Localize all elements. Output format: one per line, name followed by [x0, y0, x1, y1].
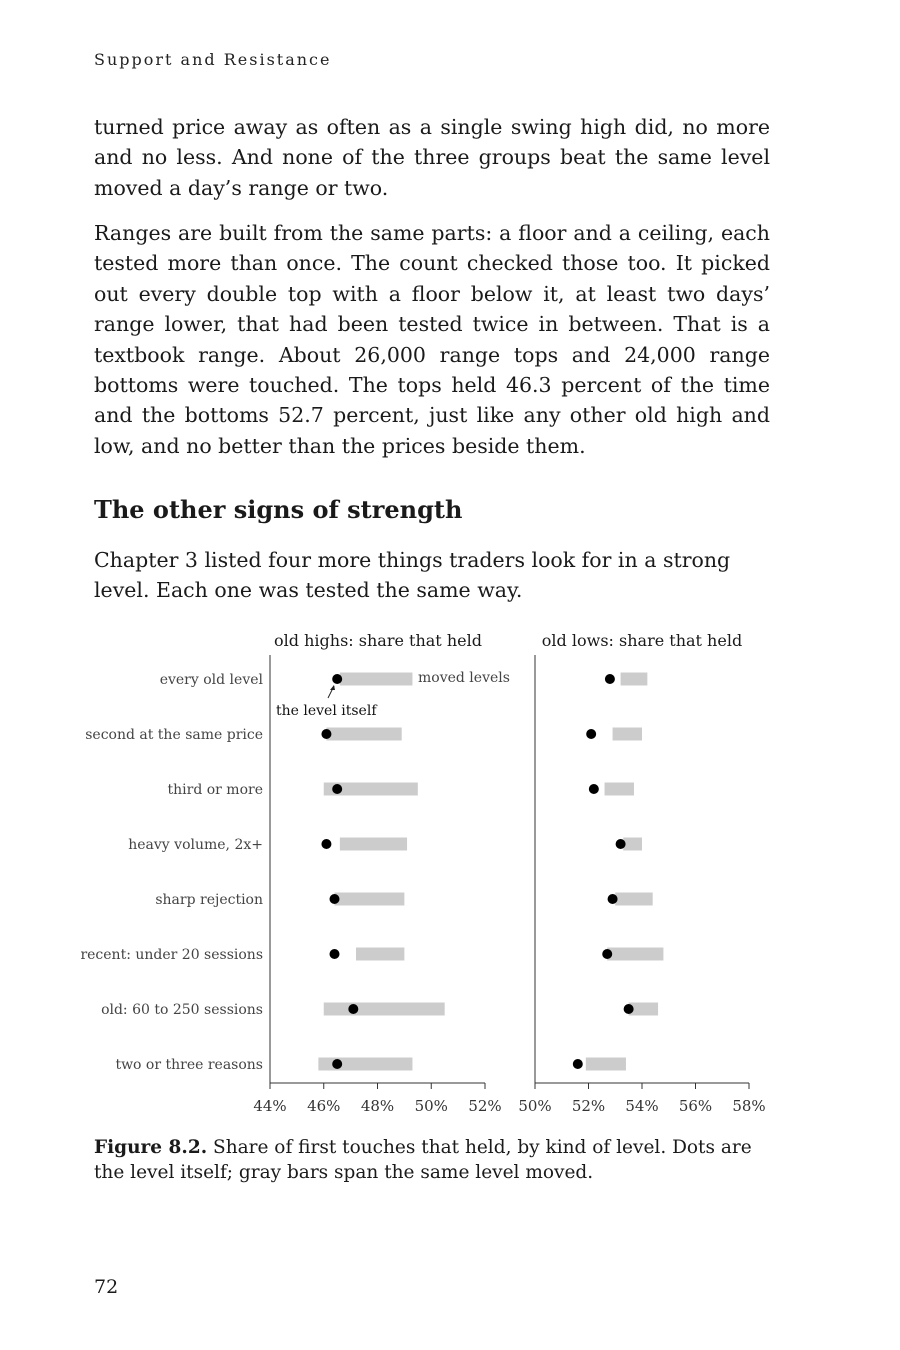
- moved-bar-1-1: [613, 728, 642, 741]
- panel-title-0: old highs: share that held: [274, 631, 482, 650]
- level-dot-0-6: [348, 1004, 358, 1014]
- level-dot-1-5: [602, 949, 612, 959]
- level-dot-0-7: [332, 1059, 342, 1069]
- category-label-6: old: 60 to 250 sessions: [101, 1002, 263, 1018]
- level-dot-0-1: [321, 729, 331, 739]
- annotation-moved-levels: moved levels: [418, 670, 510, 686]
- running-head: Support and Resistance: [94, 50, 332, 69]
- section-paragraph: Chapter 3 listed four more things traders look for in a strong level. Each one was tested the same way.: [94, 548, 731, 603]
- page-number: 72: [94, 1276, 119, 1298]
- level-dot-1-2: [589, 784, 599, 794]
- figure-8-2: [0, 620, 900, 1125]
- body-paragraph-2: Ranges are built from the same parts: a floor and a ceiling, each tested more than once. The count checked those too. It picked out every double top with a floor below it, at least two days’ range lower, that had been tested twice in between. That is a textbook range. About 26,000 range tops and 24,000 range bottoms were touched. The tops held 46.3 percent of the time and the bottoms 52.7 percent, just like any other old high and low, and no better than the prices beside them.: [94, 221, 770, 458]
- figure-label: Figure 8.2.: [94, 1137, 208, 1158]
- moved-bar-0-6: [324, 1003, 445, 1016]
- level-dot-1-3: [616, 839, 626, 849]
- moved-bar-1-5: [607, 948, 663, 961]
- annotation-arrow-head: [330, 685, 335, 690]
- x-tick-label-0-0: 44%: [253, 1097, 287, 1115]
- level-dot-0-3: [321, 839, 331, 849]
- level-dot-1-1: [586, 729, 596, 739]
- moved-bar-1-4: [615, 893, 652, 906]
- level-dot-1-4: [608, 894, 618, 904]
- x-tick-label-1-0: 50%: [518, 1097, 552, 1115]
- moved-bar-1-7: [586, 1058, 626, 1071]
- moved-bar-0-4: [335, 893, 405, 906]
- moved-bar-0-3: [340, 838, 407, 851]
- x-tick-label-0-2: 48%: [360, 1097, 395, 1115]
- level-dot-0-0: [332, 674, 342, 684]
- category-label-7: two or three reasons: [115, 1057, 263, 1073]
- x-tick-label-1-1: 52%: [571, 1097, 606, 1115]
- body-paragraph-1: turned price away as often as a single swing high did, no more and no less. And none of the three groups beat the same level moved a day’s range or two.: [94, 115, 770, 200]
- annotation-level-itself: the level itself: [276, 703, 377, 719]
- level-dot-0-2: [332, 784, 342, 794]
- category-label-4: sharp rejection: [155, 892, 263, 908]
- section-heading: The other signs of strength: [94, 495, 463, 524]
- moved-bar-1-2: [605, 783, 634, 796]
- x-tick-label-0-1: 46%: [307, 1097, 341, 1115]
- category-label-1: second at the same price: [85, 727, 263, 743]
- category-label-0: every old level: [159, 672, 263, 688]
- level-dot-1-6: [624, 1004, 634, 1014]
- moved-bar-1-3: [623, 838, 642, 851]
- x-tick-label-1-2: 54%: [625, 1097, 659, 1115]
- x-tick-label-1-4: 58%: [732, 1097, 766, 1115]
- level-dot-1-0: [605, 674, 615, 684]
- moved-bar-0-5: [356, 948, 404, 961]
- panel-title-1: old lows: share that held: [541, 631, 743, 650]
- moved-bar-1-0: [621, 673, 648, 686]
- level-dot-0-4: [330, 894, 340, 904]
- level-dot-0-5: [330, 949, 340, 959]
- x-tick-label-1-3: 56%: [678, 1097, 713, 1115]
- level-dot-1-7: [573, 1059, 583, 1069]
- figure-caption: [94, 1135, 770, 1185]
- category-label-2: third or more: [167, 782, 263, 798]
- x-tick-label-0-4: 52%: [468, 1097, 502, 1115]
- category-label-3: heavy volume, 2x+: [128, 837, 263, 853]
- category-label-5: recent: under 20 sessions: [80, 947, 263, 963]
- x-tick-label-0-3: 50%: [414, 1097, 448, 1115]
- moved-bar-0-1: [326, 728, 401, 741]
- moved-bar-0-0: [340, 673, 413, 686]
- figure-caption-text: Share of first touches that held, by kind of level. Dots are the level itself; gray bars span the same level moved.: [94, 1137, 752, 1183]
